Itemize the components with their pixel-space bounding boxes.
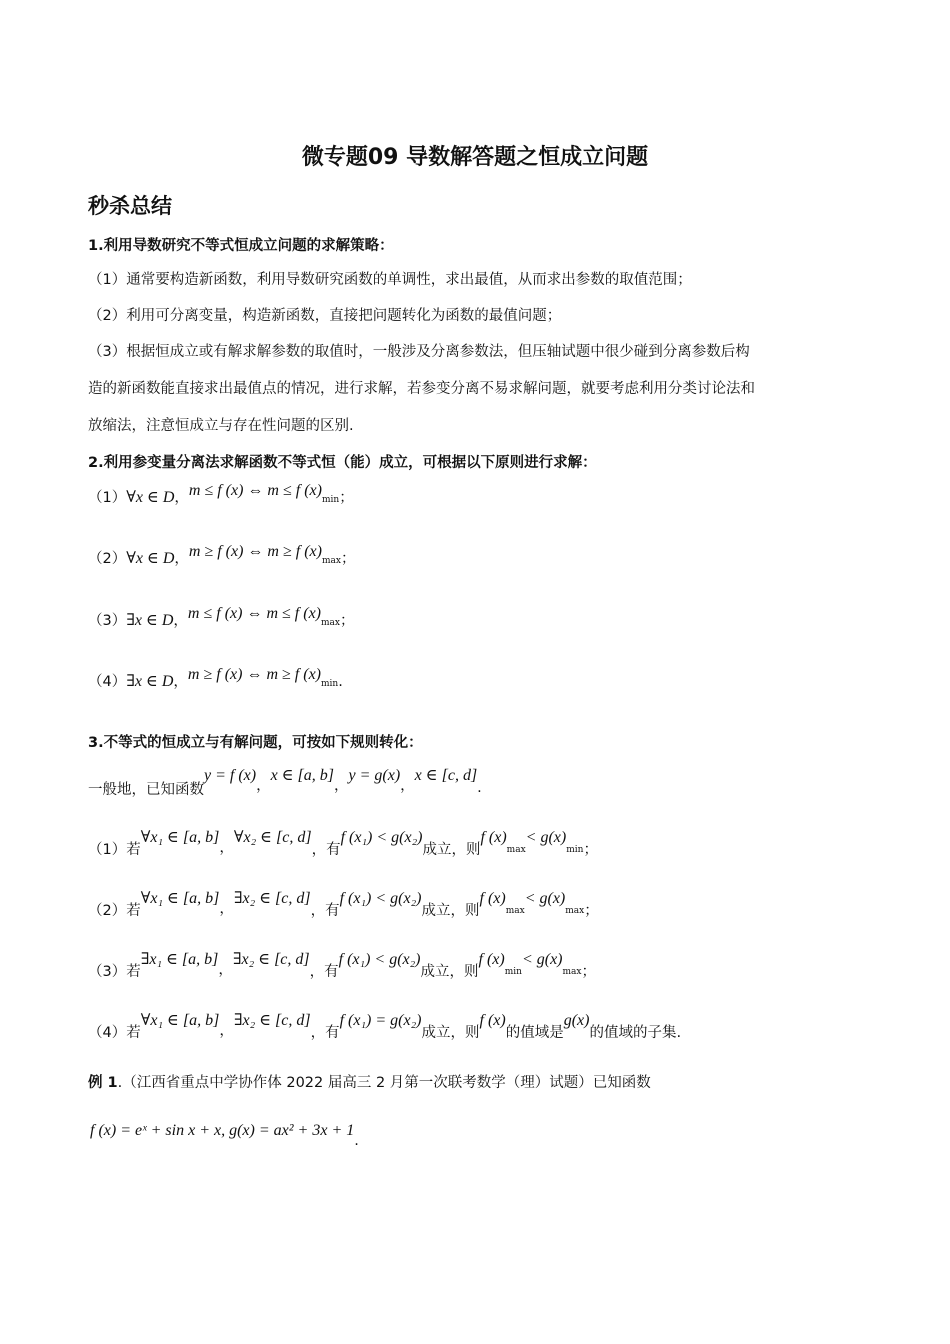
example-formula-line: f (x) = eˣ + sin x + x, g(x) = ax² + 3x + 1. [90, 1122, 359, 1149]
part1-item-3-line-2: 造的新函数能直接求出最值点的情况，进行求解，若参变分离不易求解问题，就要考虑利用分类讨论法和 [88, 381, 755, 397]
part1-heading: 1.利用导数研究不等式恒成立问题的求解策略： [88, 238, 394, 254]
example-label: 例 1 [88, 1075, 118, 1091]
part3-rule: （1）若∀x₁ ∈ [a, b]，∀x₂ ∈ [c, d]，有f (x₁) < g(x₂)成立，则f $(x)_{max}< g(x)_{min}$； [88, 829, 598, 858]
part1-item-2: （2）利用可分离变量，构造新函数，直接把问题转化为函数的最值问题； [88, 308, 562, 324]
rule-label: （1） [88, 490, 127, 506]
rule-quantifier: ∃x ∈ D [126, 673, 174, 690]
rule-formula: m ≥ f (x) ⇔ m ≥ f (x) [188, 543, 322, 560]
rule-formula: m ≥ f (x) ⇔ m ≥ f (x) [187, 666, 321, 683]
rule-quantifier: ∃x ∈ D [126, 612, 174, 629]
example-text: .（江西省重点中学协作体 2022 届高三 2 月第一次联考数学（理）试题）已知函数 [117, 1075, 651, 1091]
rule-quantifier: ∀x ∈ D [126, 550, 175, 567]
part3-rule: （2）若∀x₁ ∈ [a, b]，∃x₂ ∈ [c, d]，有f (x₁) < g(x₂)成立，则f $(x)_{max}< g(x)_{max}$； [88, 890, 599, 919]
example-formula: f (x) = eˣ + sin x + x, g(x) = ax² + 3x + 1 [90, 1122, 355, 1139]
rule-subscript: max [321, 618, 340, 628]
rule-subscript: min [321, 679, 339, 689]
part3-rule: （4）若∀x₁ ∈ [a, b]，∃x₂ ∈ [c, d]，有f (x₁) = g(x₂)成立，则f (x)的值域是g(x)的值域的子集. [88, 1012, 682, 1041]
rule-subscript: min [321, 495, 340, 505]
rule-label: （2） [88, 551, 127, 567]
example-heading [88, 1071, 651, 1092]
rule-formula: m ≤ f (x) ⇔ m ≤ f (x) [187, 605, 321, 622]
part2-rule: （4）∃x ∈ D，m ≥ f (x) ⇔ m ≥ f (x)min. [88, 666, 343, 690]
part2-rule: （1）∀x ∈ D，m ≤ f (x) ⇔ m ≤ f (x)min； [88, 482, 354, 506]
part1-item-1: （1）通常要构造新函数，利用导数研究函数的单调性，求出最值，从而求出参数的取值范围； [88, 272, 692, 288]
part3-heading: 3.不等式的恒成立与有解问题，可按如下规则转化： [88, 735, 423, 751]
part2-heading: 2.利用参变量分离法求解函数不等式恒（能）成立，可根据以下原则进行求解： [88, 455, 597, 471]
rule-quantifier: ∀x ∈ D [126, 489, 175, 506]
rule-label: （4） [88, 674, 127, 690]
part1-item-3-line-3: 放缩法，注意恒成立与存在性问题的区别. [88, 418, 354, 434]
part3-rule: （3）若∃x₁ ∈ [a, b]，∃x₂ ∈ [c, d]，有f (x₁) < g(x₂)成立，则f $(x)_{min}< g(x)_{max}$； [88, 951, 596, 980]
page-title: 微专题09 导数解答题之恒成立问题 [301, 145, 649, 170]
part2-rule: （3）∃x ∈ D，m ≤ f (x) ⇔ m ≤ f (x)max； [88, 605, 355, 629]
part2-rule: （2）∀x ∈ D，m ≥ f (x) ⇔ m ≥ f (x)max； [88, 543, 356, 567]
section-heading: 秒杀总结 [88, 194, 172, 218]
part1-item-3-line-1: （3）根据恒成立或有解求解参数的取值时，一般涉及分离参数法，但压轴试题中很少碰到分离参数后构 [88, 344, 750, 360]
part3-intro: 一般地，已知函数y = f (x)，x ∈ [a, b]，y = g(x)，x ∈ [c, d]. [88, 767, 482, 798]
rule-formula: m ≤ f (x) ⇔ m ≤ f (x) [188, 482, 322, 499]
rule-label: （3） [88, 613, 127, 629]
rule-subscript: max [321, 556, 341, 566]
